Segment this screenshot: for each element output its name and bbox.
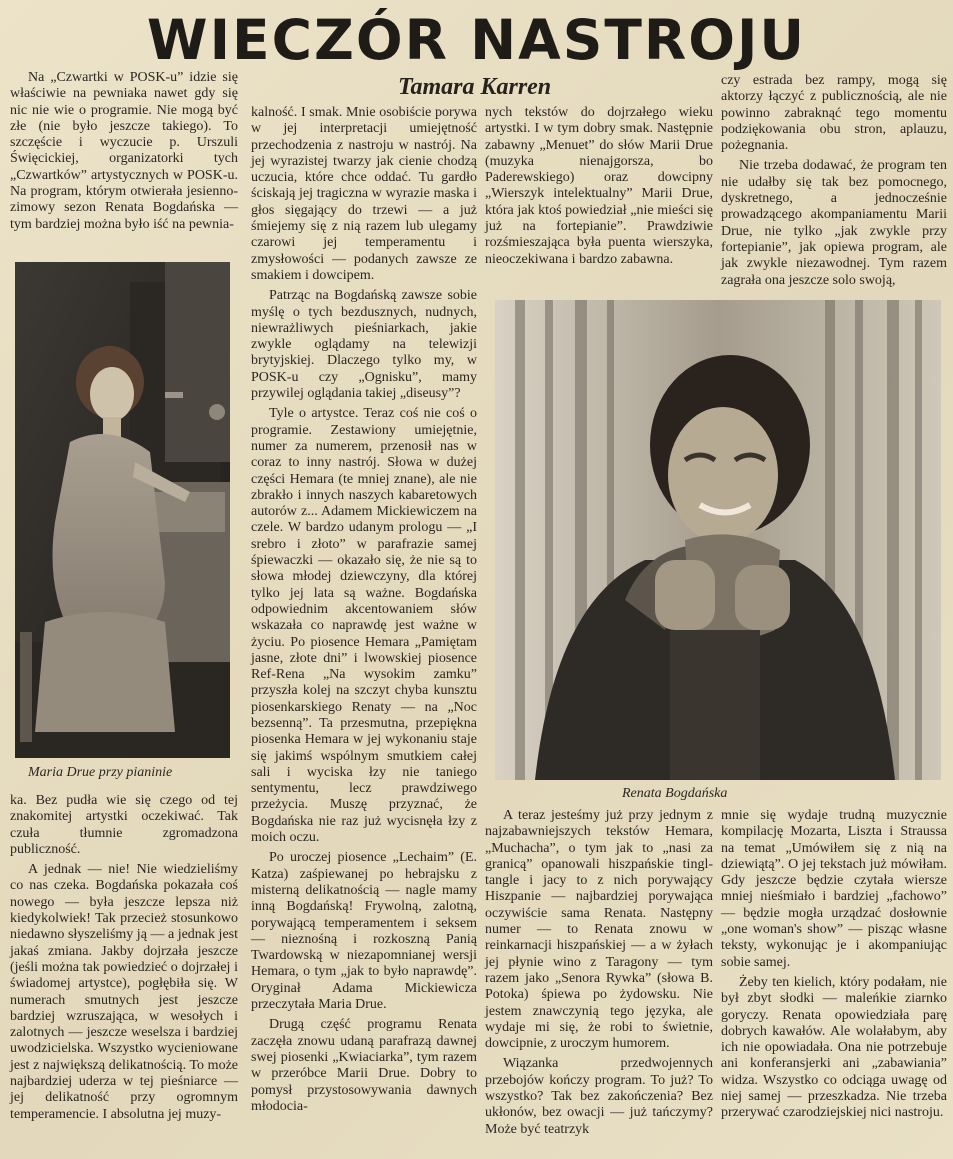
photo-image xyxy=(495,300,941,780)
caption-right-photo: Renata Bogdańska xyxy=(622,786,728,801)
paragraph: kalność. I smak. Mnie osobiście porywa w jej interpretacji umiejętność przechodzenia z nastroju w nastrój. Na jej wyrazistej twarzy jak cienie chodzą uczucia, które chce oddać. Tu gardło ściskają jej tragiczna w wyrazie maska i głos sięgający do trzewi — a już śmiejemy się z nią razem lub ulegamy czarowi jej temperamentu i zmysłowości — podanych zawsze ze smakiem i dowcipem. xyxy=(251,105,477,283)
paragraph: Drugą część programu Renata zaczęła znowu udaną parafrazą dawnej swej piosenki „Kwiaciarka”, tym razem w przeróbce Marii Drue. Dobry to pomysł przystosowywania dawnych młodocia- xyxy=(251,1017,477,1114)
paragraph: Żeby ten kielich, który podałam, nie był zbyt słodki — maleńkie ziarnko goryczy. Renata opowiedziała parę dobrych kawałów. Ale wolałabym, aby ich nie opowiadała. Ona nie potrzebuje ani konferansjerki ani „zabawiania” widza. Wszystko co odciąga uwagę od niej samej — przeszkadza. Nie trzeba przerywać czarodziejskiej nici nastroju. xyxy=(721,974,947,1121)
column-4-top xyxy=(721,73,947,293)
photo-image xyxy=(15,262,230,758)
caption-left-photo: Maria Drue przy pianinie xyxy=(28,765,173,780)
column-3-bottom xyxy=(485,808,713,1142)
column-2 xyxy=(251,105,477,1119)
paragraph: Wiązanka przedwojennych przebojów kończy program. To już? To wszystko? Tak bez zakończenia? Bez ukłonów, bez owacji — już tańczymy? Może być teatrzyk xyxy=(485,1056,713,1137)
photo-renata-bogdanska xyxy=(495,300,941,780)
paragraph: A jednak — nie! Nie wiedzieliśmy co nas czeka. Bogdańska pokazała coś nowego — była jeszcze lepsza niż kiedykolwiek! Tak przecież stosunkowo niedawno słyszeliśmy ją — a jednak jest jakaś zmiana. Jakby dojrzała jeszcze (jeśli można tak powiedzieć o dojrzałej i świadomej artystce), pogłębiła się. W numerach smutnych jest jeszcze bardziej wzruszająca, w wesołych i zalotnych — jeszcze weselsza i bardziej uwodzicielska. Wszystko wycieniowane jest z największą delikatnością. To może najbardziej uderza w tej pieśniarce — jej delikatność przy ogromnym temperamencie. I absolutna jej muzy- xyxy=(10,862,238,1122)
byline: Tamara Karren xyxy=(398,74,552,100)
paragraph: mnie się wydaje trudną muzycznie kompilację Mozarta, Liszta i Straussa na temat „Umówiłem się z nią na dziewiątą”. O jej tekstach już mówiłam. Gdy jeszcze będzie czytała wiersze mniej nieśmiało i bardziej „fachowo” — będzie mogła urządzać dosłownie „one woman's show” — pisząc własne teksty, wykonując je i akompaniując sobie samej. xyxy=(721,808,947,970)
column-1-top xyxy=(10,70,238,237)
paragraph: ka. Bez pudła wie się czego od tej znakomitej artystki oczekiwać. Tak czuła tłumnie zgromadzona publiczność. xyxy=(10,793,238,857)
column-4-bottom xyxy=(721,808,947,1126)
paragraph: nych tekstów do dojrzałego wieku artystki. I w tym dobry smak. Następnie zabawny „Menuet” do słów Marii Drue (muzyka nienajgorsza, bo Paderewskiego) oraz dowcipny „Wierszyk intelektualny” Marii Drue, która jak ktoś powiedział „nie mieści się już na fortepianie”. Prawdziwie rozśmieszająca była puenta wierszyka, nieoczekiwana i bardzo zabawna. xyxy=(485,105,713,267)
paragraph: Po uroczej piosence „Lechaim” (E. Katza) zaśpiewanej po hebrajsku z misterną delikatnością — nagle mamy inną Bogdańską! Frywolną, zalotną, porywającą temperamentem i seksem — nieznośną i rozkoszną Panią Twardowską w niezapomnianej wersji Hemara, o tym „jak to było naprawdę”. Oryginał Adama Mickiewicza przeczytała Maria Drue. xyxy=(251,850,477,1013)
photo-maria-drue xyxy=(15,262,230,758)
paragraph: Nie trzeba dodawać, że program ten nie udałby się tak bez pomocnego, dyskretnego, a jednocześnie prowadzącego akompaniamentu Marii Drue, nie tylko „jak zwykle przy fortepianie”, jak opiewa program, ale jak zwykle niezawodnej. Tym razem zagrała ona jeszcze solo swoją, xyxy=(721,158,947,288)
column-1-bottom xyxy=(10,793,238,1127)
paragraph: A teraz jesteśmy już przy jednym z najzabawniejszych tekstów Hemara, „Muchacha”, o tym jak to „nasi za granicą” opanowali hiszpańskie tingl-tangle i jacy to z nich porywający Hiszpanie — najbardziej porywająca oczywiście sama Renata. Następny numer — to Renata znowu w reinkarnacji hiszpańskiej — a w żyłach jej płynie wino z Taragony — tym razem jako „Senora Rywka” (słowa B. Potoka) śpiewa po żydowsku. Nie jestem znawczynią tego języka, ale wydaje mi się, że robi to świetnie, dowcipnie, z uroczym humorem. xyxy=(485,808,713,1052)
paragraph: Tyle o artystce. Teraz coś nie coś o programie. Zestawiony umiejętnie, numer za numerem, przenosił nas w coraz to inny nastrój. Słowa w dużej części Hemara (te mniej znane), ale nie zbrakło i innych naszych kabaretowych autorów z... Adamem Mickiewiczem na czele. W bardzo udanym prologu — „I srebro i złoto” w parafrazie samej śpiewaczki — okazało się, że nie są to słowa młodej dziewczyny, dla której tylko jej lata są ważne. Bogdańska odpowiednim akcentowaniem słów wskazała co naprawdę jest ważne w życiu. Po piosence Hemara „Pamiętam jasne, złote dni” i lwowskiej piosence Ref-Rena „Na wysokim zamku” przyszła kolej na szczyt chyba kunsztu piosenkarskiego Renaty — na „Noc bezsenną”. Ta przesmutna, przepiękna piosenka Hemara w jej wykonaniu staje się jakimś wspólnym smutkiem całej sali i wyciska łzy nie taniego sentymentu, lecz prawdziwego przeżycia. Muszę przyznać, że Bogdańska nie raz już wycisnęła łzy z moich oczu. xyxy=(251,406,477,846)
paragraph: czy estrada bez rampy, mogą się aktorzy łączyć z publicznością, ale nie powinno zabraknąć tego momentu podziękowania obu stron, aplauzu, pożegnania. xyxy=(721,73,947,154)
paragraph: Patrząc na Bogdańską zawsze sobie myślę o tych bezdusznych, nudnych, niewrażliwych pieśniarkach, jakie zwykle oglądamy na telewizji brytyjskiej. Dlaczego tylko my, w POSK-u czy „Ognisku”, mamy przywilej oglądania takiej „diseusy”? xyxy=(251,288,477,402)
column-3-top xyxy=(485,105,713,272)
paragraph: Na „Czwartki w POSK-u” idzie się właściwie na pewniaka nawet gdy się nic nie wie o programie. Nie mogą być złe (nie było jeszcze takiego). To szczęście i wyczucie p. Urszuli Święcickiej, organizatorki tych „Czwartków” artystycznych w POSK-u. Na program, którym otwierała jesienno-zimowy sezon Renata Bogdańska — tym bardziej można było iść na pewnia- xyxy=(10,70,238,232)
headline: WIECZÓR NASTROJU xyxy=(146,8,807,72)
